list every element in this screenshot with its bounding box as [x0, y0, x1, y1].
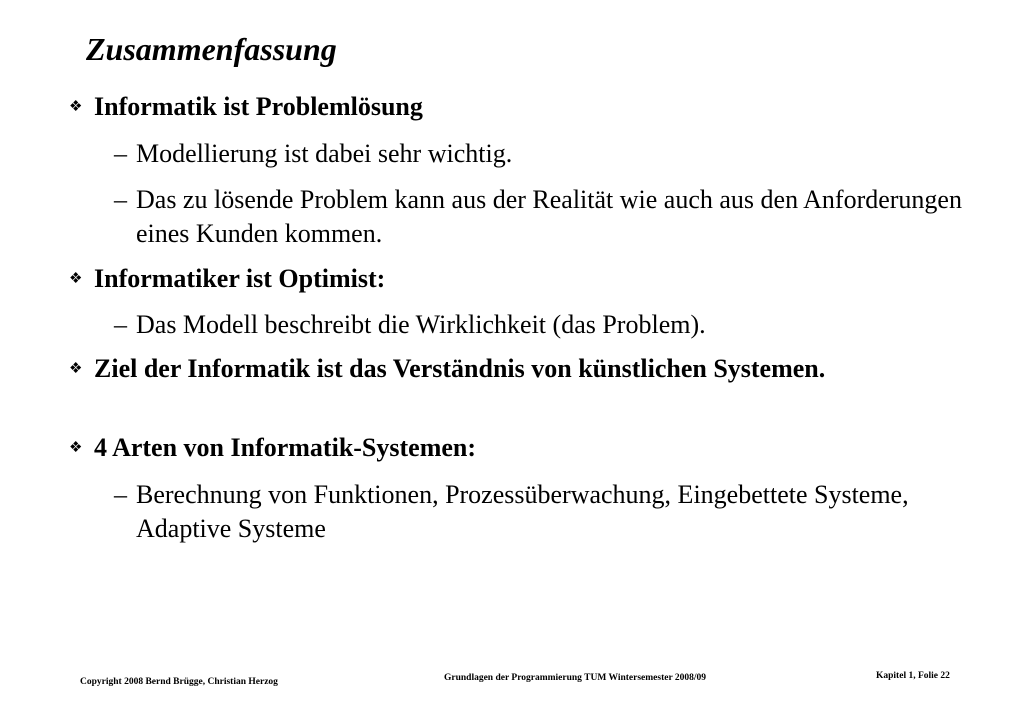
- footer-page-number: Kapitel 1, Folie 22: [876, 671, 950, 681]
- bullet-item: [69, 262, 994, 296]
- footer-course: Grundlagen der Programmierung TUM Wintersemester 2008/09: [444, 673, 707, 683]
- bullet-item: [69, 90, 994, 124]
- slide-title: Zusammenfassung: [86, 31, 337, 67]
- bullet-text: Informatiker ist Optimist:: [94, 264, 386, 293]
- bullet-text: 4 Arten von Informatik-Systemen:: [94, 433, 477, 462]
- sub-item-text: Das zu lösende Problem kann aus der Realität wie auch aus den Anforderungen eines Kunden kommen.: [136, 185, 962, 248]
- bullet-text: Ziel der Informatik ist das Verständnis von künstlichen Systemen.: [94, 354, 826, 383]
- dash-icon: –: [114, 480, 127, 509]
- diamond-star-icon: ❖: [69, 271, 83, 287]
- footer-copyright: Copyright 2008 Bernd Brügge, Christian Herzog: [80, 677, 278, 687]
- sub-item: [114, 308, 974, 342]
- bullet-item: [69, 431, 994, 465]
- diamond-star-icon: ❖: [69, 440, 83, 456]
- dash-icon: –: [114, 185, 127, 214]
- sub-item-text: Das Modell beschreibt die Wirklichkeit (das Problem).: [136, 310, 706, 339]
- sub-item: [114, 478, 974, 546]
- diamond-star-icon: ❖: [69, 99, 83, 115]
- bullet-text: Informatik ist Problemlösung: [94, 92, 423, 121]
- sub-item: [114, 137, 974, 171]
- sub-item: [114, 183, 974, 251]
- diamond-star-icon: ❖: [69, 361, 83, 377]
- sub-item-text: Modellierung ist dabei sehr wichtig.: [136, 139, 513, 168]
- bullet-item: [69, 352, 864, 386]
- dash-icon: –: [114, 139, 127, 168]
- sub-item-text: Berechnung von Funktionen, Prozessüberwachung, Eingebettete Systeme, Adaptive Systeme: [136, 480, 909, 543]
- dash-icon: –: [114, 310, 127, 339]
